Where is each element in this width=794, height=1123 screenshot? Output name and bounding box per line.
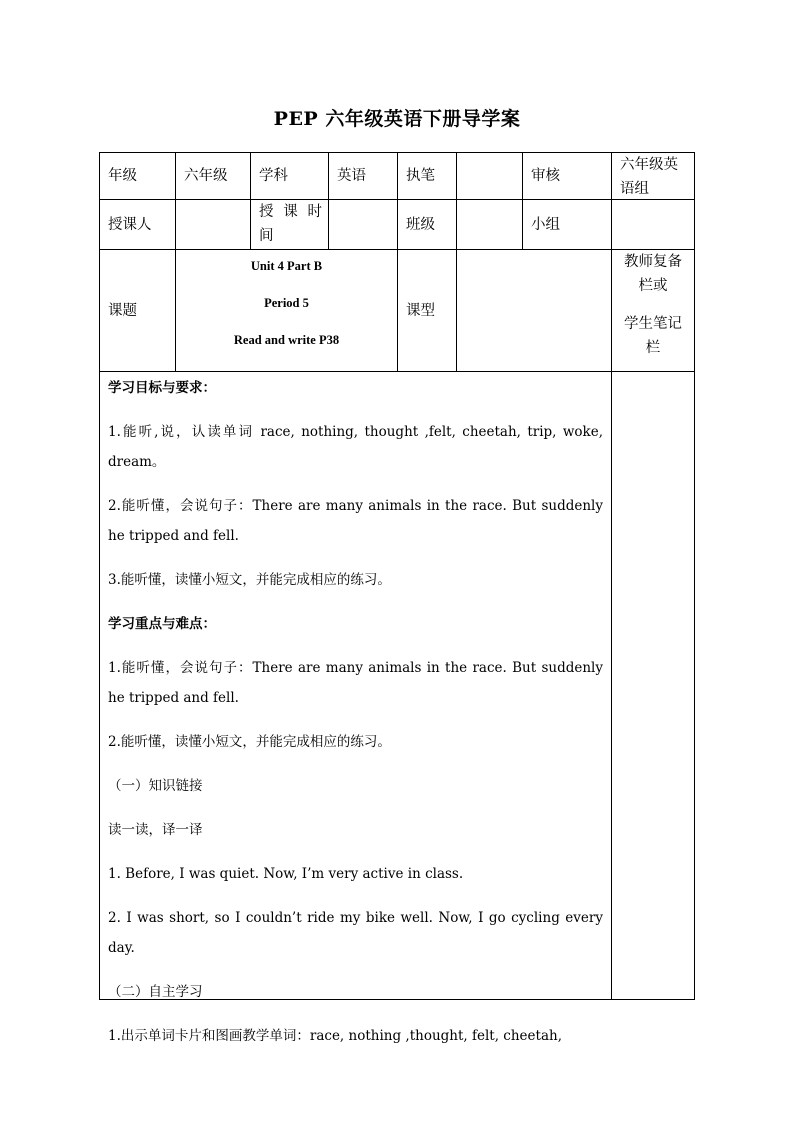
group-value [612, 200, 694, 249]
subject-value: 英语 [337, 168, 366, 184]
grade-label: 年级 [108, 168, 137, 184]
teacher-value [176, 200, 250, 249]
reviewer-label: 审核 [531, 168, 560, 184]
writer-value [457, 153, 522, 199]
topic-period: Period 5 [264, 296, 309, 310]
sentence-2: 2. I was short, so I couldn’t ride my bike well. Now, I go cycling every day. [108, 910, 603, 956]
type-value [457, 250, 611, 371]
objective-2: 2.能听懂，会说句子：There are many animals in the race. But suddenly he tripped and fell. [108, 498, 603, 544]
key-points-heading: 学习重点与难点： [108, 616, 216, 632]
topic-unit: Unit 4 Part B [250, 259, 323, 273]
read-translate-heading: 读一读，译一译 [108, 822, 203, 838]
objective-1: 1.能听,说，认读单词 race, nothing, thought ,felt, cheetah, trip, woke, dream。 [108, 424, 603, 470]
topic-value [176, 250, 397, 371]
lesson-plan-table [99, 152, 695, 1044]
section-self-study: （二）自主学习 [108, 984, 203, 1000]
topic-label: 课题 [108, 302, 137, 319]
writer-label: 执笔 [406, 168, 435, 184]
key-point-2: 2.能听懂，读懂小短文，并能完成相应的练习。 [108, 734, 391, 750]
group-label: 小组 [531, 216, 560, 233]
time-value [329, 200, 397, 249]
self-study-1: 1.出示单词卡片和图画教学单词：race, nothing ,thought, felt, cheetah, [108, 1028, 562, 1044]
notes-header-line1: 教师复备栏或 [624, 254, 682, 294]
lesson-content [100, 372, 611, 1044]
class-label: 班级 [406, 216, 435, 233]
reviewer-value: 六年级英语组 [620, 157, 678, 197]
sentence-1: 1. Before, I was quiet. Now, I’m very active in class. [108, 866, 464, 882]
section-knowledge-link: （一）知识链接 [108, 778, 203, 794]
key-point-1: 1.能听懂，会说句子：There are many animals in the race. But suddenly he tripped and fell. [108, 660, 603, 706]
objective-3: 3.能听懂，读懂小短文，并能完成相应的练习。 [108, 572, 391, 588]
topic-section: Read and write P38 [233, 333, 340, 347]
objectives-heading: 学习目标与要求： [108, 380, 216, 396]
type-label: 课型 [406, 302, 435, 319]
grade-value: 六年级 [184, 168, 228, 184]
subject-label: 学科 [259, 168, 288, 184]
document-title: PEP 六年级英语下册导学案 [273, 108, 521, 130]
notes-column [612, 372, 694, 999]
class-value [457, 200, 522, 249]
notes-header-line2: 学生笔记栏 [624, 316, 682, 356]
time-label: 授 课 时 间 [259, 204, 322, 244]
notes-column-header [612, 250, 694, 371]
teacher-label: 授课人 [108, 216, 152, 233]
